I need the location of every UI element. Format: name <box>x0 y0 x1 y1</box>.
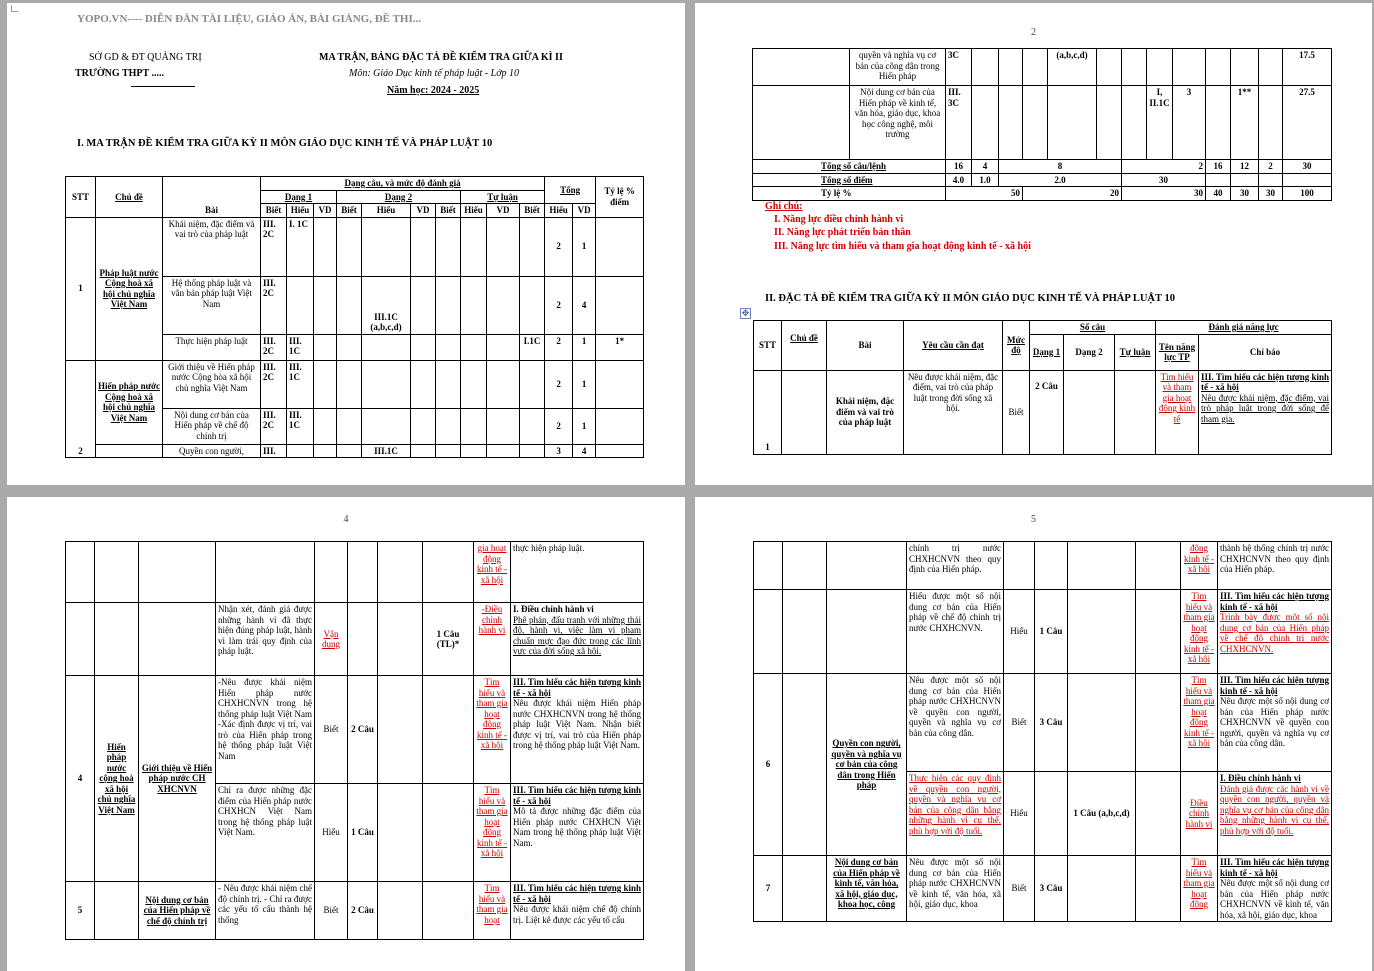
cell: Hệ thống pháp luật và văn bản pháp luật Việt Nam <box>163 276 261 334</box>
indicator-title: III. Tìm hiểu các hiện tượng kinh tế - xã hội <box>513 883 641 904</box>
cell <box>1218 590 1332 674</box>
cell: Hiến pháp nước Cộng hoà xã hội chủ nghĩa Việt Nam <box>96 360 163 444</box>
cell: 50 <box>946 187 1023 201</box>
indicator-text: Nêu được một số nội dung cơ bản của Hiến pháp nước CHXHCNVN về quyền con người, quyền và nghĩa vụ cơ bản của công dân. <box>1220 696 1329 748</box>
h-hieu: Hiểu <box>287 204 314 218</box>
cell: Tìm hiểu và tham gia hoạt động kinh tế - xã hội <box>474 676 511 784</box>
cell: 4 <box>573 276 596 334</box>
cell: Tìm hiểu và tham gia hoạt động kinh tế <box>1156 370 1199 454</box>
dept-name: SỞ GD & ĐT QUẢNG TRỊ <box>89 52 202 63</box>
cell: III. 1C <box>287 408 314 444</box>
cell: 3 <box>545 444 573 458</box>
cell: 1 <box>573 360 596 408</box>
cell: 1.0 <box>972 173 999 187</box>
cell: 17.5 <box>1283 49 1332 86</box>
cell: Vận dụng <box>315 603 348 676</box>
cell: Tìm hiểu và tham gia hoạt <box>474 882 511 940</box>
cell: Tổng số câu/lệnh <box>753 160 946 174</box>
cell: 12 <box>1231 160 1259 174</box>
doc-subject: Môn: Giáo Dục kinh tế pháp luật - Lớp 10 <box>349 68 520 79</box>
cell: Chỉ ra được những đặc điểm của Hiến pháp nước CHXHCN Việt Nam trong hệ thống pháp luật Việt Nam. <box>216 784 315 882</box>
cell: 3 <box>1173 86 1206 160</box>
cell: I, II.1C <box>1147 86 1173 160</box>
col-tyle: Tỷ lệ % điểm <box>596 177 644 218</box>
col-dang1: Dạng 1 <box>1030 334 1064 370</box>
cell: - Nêu được khái niệm chế độ chính trị. - Chỉ ra được các yếu tố cấu thành hệ thống <box>216 882 315 940</box>
cell: Tổng số điểm <box>753 173 946 187</box>
cell: Tỷ lệ % <box>753 187 946 201</box>
note-item: I. Năng lực điều chỉnh hành vi <box>774 214 904 225</box>
col-dang2: Dạng 2 <box>1064 334 1115 370</box>
cell: 4 <box>66 676 95 882</box>
cell: III.1C <box>362 444 411 458</box>
cell: -Điều chỉnh hành vi <box>474 603 511 676</box>
indicator-title: III. Tìm hiểu các hiện tượng kinh tế - xã hội <box>1220 675 1329 696</box>
cell: động kinh tế - xã hội <box>1181 542 1218 590</box>
indicator-text: Nêu được khái niệm Hiến pháp nước CHXHCNVN trong hệ thống pháp luật Việt Nam. Nhận biết được vị trí, vai trò của Hiến pháp trong hệ thống pháp luật Việt Nam. <box>513 698 641 750</box>
indicator-title: III. Tìm hiểu các hiện tượng kinh tế - xã hội <box>1220 591 1329 612</box>
note-item: II. Năng lực phát triển bản thân <box>774 227 911 238</box>
page-number: 5 <box>1031 514 1036 525</box>
cell: 2 <box>545 408 573 444</box>
school-name: TRƯỜNG THPT ..... <box>75 68 164 79</box>
cell: Hiểu <box>1004 590 1035 674</box>
indicator-text: Mô tả được những đặc điểm của Hiến pháp nước CHXHCN Việt Nam trong hệ thống pháp luật Việt Nam. <box>513 806 641 848</box>
col-bai: Bài <box>827 321 904 371</box>
cell <box>1199 370 1332 454</box>
page-number: 2 <box>1031 27 1036 38</box>
table-row <box>66 882 644 940</box>
section-1-title: I. MA TRẬN ĐỀ KIỂM TRA GIỮA KỲ II MÔN GIÁO DỤC KINH TẾ VÀ PHÁP LUẬT 10 <box>77 138 493 149</box>
cell: Tìm hiểu và tham gia hoạt động kinh tế - xã hội <box>1181 590 1218 674</box>
cell: Nội dung cơ bản của Hiến pháp về kinh tế, văn hóa, giáo dục, khoa học công nghệ, môi trường <box>850 86 946 160</box>
cell: 3C <box>946 49 972 86</box>
h-biet: Biết <box>261 204 287 218</box>
cell: 1 <box>573 217 596 276</box>
table-move-handle-icon[interactable]: ✥ <box>741 308 750 318</box>
cell: I. 1C <box>287 217 314 276</box>
h-hieu: Hiểu <box>362 204 411 218</box>
col-stt: STT <box>754 321 782 371</box>
indicator-title: III. Tìm hiểu các hiện tượng kinh tế - xã hội <box>1201 371 1330 392</box>
cell: Nêu được một số nội dung cơ bản của Hiến pháp nước CHXHCNVN về kinh tế, văn hóa, xã hội, giáo dục, khoa <box>907 856 1004 922</box>
col-dang: Dạng câu, và mức độ đánh giá <box>261 177 545 191</box>
cell <box>1218 856 1332 922</box>
cell: 2 <box>1122 160 1206 174</box>
page-2 <box>695 3 1372 485</box>
h-biet: Biết <box>337 204 362 218</box>
cell <box>511 784 644 882</box>
cell: -Nêu được khái niệm Hiến pháp nước CHXHCNVN trong hệ thống pháp luật Việt Nam -Xác định được vị trí, vai trò của Hiến pháp trong hệ thống pháp luật Việt Nam <box>216 676 315 784</box>
cell: 1 <box>573 334 596 360</box>
cell: 1 <box>754 370 782 454</box>
cell: 1 Câu (a,b,c,d) <box>1068 772 1136 856</box>
cell: Nêu được khái niệm, đặc điểm, vai trò của pháp luật trong đời sống xã hội. <box>904 370 1003 454</box>
section-2-title: II. ĐẶC TẢ ĐỀ KIỂM TRA GIỮA KỲ II MÔN GIÁO DỤC KINH TẾ VÀ PHÁP LUẬT 10 <box>765 293 1175 304</box>
cell: thực hiện pháp luật. <box>511 542 644 603</box>
cell: 16 <box>946 160 972 174</box>
watermark: YOPO.VN---- DIỄN ĐÀN TÀI LIỆU, GIÁO ÁN, BÀI GIẢNG, ĐỀ THI... <box>77 13 421 25</box>
col-chude: Chủ đề <box>96 177 163 218</box>
cell: 30 <box>1122 187 1206 201</box>
cell: Nội dung cơ bản của Hiến pháp về kinh tế, văn hóa, xã hội, giáo dục, khoa học, công <box>827 856 907 922</box>
cell: 2 Câu <box>348 676 378 784</box>
table-row <box>754 590 1332 674</box>
cell: 1 Câu (TL)* <box>423 603 474 676</box>
cell: III. 1C <box>287 360 314 408</box>
cell: thành hệ thống chính trị nước CHXHCNVN theo quy định của Hiến pháp. <box>1218 542 1332 590</box>
cell: 2 <box>1259 160 1283 174</box>
cell: I.1C <box>520 334 545 360</box>
page-4 <box>695 497 1372 971</box>
cell <box>511 676 644 784</box>
cell: III.1C (a,b,c,d) <box>362 276 411 334</box>
indicator-text: Phê phán, đấu tranh với những thái độ, hành vi, việc làm vi phạm chuẩn mực đạo đức trong các lĩnh vực của đời sống xã hội. <box>513 614 641 656</box>
cell: III. 2C <box>261 217 287 276</box>
h-vd: VD <box>411 204 436 218</box>
cell: (a,b,c,d) <box>1048 49 1097 86</box>
cell: 20 <box>1023 187 1122 201</box>
doc-year: Năm học: 2024 - 2025 <box>387 85 480 96</box>
cell: Biết <box>1004 856 1035 922</box>
cell: III. 2C <box>261 408 287 444</box>
table-row <box>753 86 1332 160</box>
table-row <box>753 49 1332 86</box>
cell: Nội dung cơ bản của Hiến pháp về chế độ chính trị <box>163 408 261 444</box>
cell: 2 <box>545 334 573 360</box>
page-number: 4 <box>343 514 349 525</box>
cell: 1 <box>573 408 596 444</box>
table-row <box>66 360 644 408</box>
cell <box>511 603 644 676</box>
cell: III. 2C <box>261 360 287 408</box>
cell: Giới thiệu về Hiến pháp nước Cộng hòa xã hội chủ nghĩa Việt Nam <box>163 360 261 408</box>
notes-title: Ghi chú: <box>765 201 803 212</box>
cell: 5 <box>66 882 95 940</box>
col-tong: Tổng <box>545 177 596 204</box>
cell: Pháp luật nước Cộng hoà xã hội chủ nghĩa Việt Nam <box>96 217 163 360</box>
cell: Nội dung cơ bản của Hiến pháp về chế độ chính trị <box>139 882 216 940</box>
cell: III. 2C <box>261 334 287 360</box>
indicator-text: Đánh giá được các hành vi về quyền con người, quyền và nghĩa vụ cơ bản của công dân bằng những hành vi cụ thể, phù hợp với độ tuổi. <box>1220 783 1329 836</box>
col-mucdo: Mức độ <box>1003 321 1030 371</box>
cell: 7 <box>754 856 783 922</box>
cell: Quyền con người, <box>163 444 261 458</box>
cell: 30 <box>1259 187 1283 201</box>
cell: Biết <box>315 676 348 784</box>
col-stt: STT <box>66 177 96 218</box>
indicator-title: III. Tìm hiểu các hiện tượng kinh tế - xã hội <box>513 785 641 806</box>
cell: 30 <box>1283 160 1332 174</box>
cell: Tìm hiểu và tham gia hoạt động <box>1181 856 1218 922</box>
cell <box>1218 772 1332 856</box>
cell: 2 <box>545 276 573 334</box>
cell: III. 3C <box>946 86 972 160</box>
col-yc: Yêu cầu cần đạt <box>904 321 1003 371</box>
cell: 2.0 <box>999 173 1122 187</box>
cell: Thực hiện các quy định về quyền con người, quyền và nghĩa vụ cơ bản của công dân bằng những hành vi cụ thể, phù hợp với độ tuổi. <box>907 772 1004 856</box>
indicator-text: Nêu được khái niệm chế độ chính trị. Liệt kê được các yếu tố cấu <box>513 904 641 925</box>
cell: 2 <box>545 217 573 276</box>
cell: Hiểu <box>315 784 348 882</box>
cell: 30 <box>1231 187 1259 201</box>
cell: Biết <box>1004 674 1035 772</box>
cell: 1 Câu <box>1035 590 1068 674</box>
h-hieu: Hiểu <box>461 204 487 218</box>
cell: Biết <box>1003 370 1030 454</box>
cell: III. 1C <box>287 334 314 360</box>
page-3 <box>7 497 685 971</box>
col-socau: Số câu <box>1030 321 1156 335</box>
cell: Biết <box>315 882 348 940</box>
cell: 8 <box>999 160 1122 174</box>
h-vd: VD <box>314 204 337 218</box>
sum-row <box>753 173 1332 187</box>
spec-table <box>753 320 1332 455</box>
table-row <box>754 370 1332 454</box>
table-row <box>66 217 644 276</box>
cell: 2 Câu <box>348 882 378 940</box>
cell: Điều chỉnh hành vi <box>1181 772 1218 856</box>
cell: Nhận xét, đánh giá được những hành vi đã thực hiện đúng pháp luật, hành vi làm trái quy định của pháp luật. <box>216 603 315 676</box>
cell: 30 <box>1122 173 1206 187</box>
divider <box>131 86 195 87</box>
cell: Tìm hiểu và tham gia hoạt động kinh tế - xã hội <box>474 784 511 882</box>
table-row <box>66 444 644 458</box>
cell: Thực hiện pháp luật <box>163 334 261 360</box>
cell: 100 <box>1283 187 1332 201</box>
cell: 40 <box>1206 187 1231 201</box>
cell: Hiểu được một số nội dung cơ bản của Hiến pháp về chế độ chính trị nước CHXHCNVN. <box>907 590 1004 674</box>
indicator-text: Nêu được khái niệm, đặc điểm, vai trò pháp luật trong đời sống để tham gia. <box>1201 392 1330 424</box>
h-vd: VD <box>487 204 520 218</box>
h-vd: VD <box>573 204 596 218</box>
indicator-title: I. Điều chỉnh hành vi <box>513 604 594 614</box>
cell: chính trị nước CHXHCNVN theo quy định của Hiến pháp. <box>907 542 1004 590</box>
cell: 3 Câu <box>1035 674 1068 772</box>
cell: 4 <box>972 160 999 174</box>
col-dgnl: Đánh giá năng lực <box>1156 321 1332 335</box>
cell: Hiến pháp nước cộng hoà xã hội chủ nghĩa Việt Nam <box>95 676 139 882</box>
table-row <box>754 542 1332 590</box>
cell: 2 Câu <box>1030 370 1064 454</box>
cell: Giới thiệu về Hiến pháp nước CH XHCNVN <box>139 676 216 882</box>
indicator-text: Nêu được một số nội dung cơ bản của Hiến pháp nước CHXHCNVN về kinh tế, văn hóa, xã hội, giáo dục, khoa <box>1220 878 1329 920</box>
matrix-table-cont <box>752 48 1332 201</box>
cell: 1** <box>1231 86 1259 160</box>
spec-table-cont <box>65 541 644 940</box>
table-row <box>754 674 1332 772</box>
col-chude: Chủ đề <box>782 321 827 371</box>
cell: Hiểu <box>1004 772 1035 856</box>
cell: 3 Câu <box>1035 856 1068 922</box>
sum-row <box>753 187 1332 201</box>
matrix-table <box>65 176 644 458</box>
cell: quyền và nghĩa vụ cơ bản của công dân trong Hiến pháp <box>850 49 946 86</box>
cell: 1 <box>66 217 96 360</box>
cell: Tìm hiểu và tham gia hoạt động kinh tế - xã hội <box>1181 674 1218 772</box>
col-bai: Bài <box>163 177 261 218</box>
table-row <box>66 676 644 784</box>
indicator-title: I. Điều chỉnh hành vi <box>1220 773 1301 783</box>
cell: 2 <box>66 360 96 458</box>
indicator-title: III. Tìm hiểu các hiện tượng kinh tế - xã hội <box>1220 857 1329 878</box>
table-row <box>66 542 644 603</box>
col-tuluan: Tự luận <box>461 190 545 204</box>
indicator-text: Trình bày được một số nội dung cơ bản của Hiến pháp về chế độ chính trị nước CHXHCNVN. <box>1220 612 1329 654</box>
page-1 <box>7 3 685 485</box>
cell: 16 <box>1206 160 1231 174</box>
col-dang2: Dạng 2 <box>337 190 461 204</box>
cell: III. 2C <box>261 276 287 334</box>
col-tennl: Tên năng lực TP <box>1156 334 1199 370</box>
note-item: III. Năng lực tìm hiểu và tham gia hoạt động kinh tế - xã hội <box>774 241 1031 252</box>
cell: 4.0 <box>946 173 972 187</box>
indicator-title: III. Tìm hiểu các hiện tượng kinh tế - xã hội <box>513 677 641 698</box>
cell <box>1218 674 1332 772</box>
h-hieu: Hiểu <box>545 204 573 218</box>
cell: 27.5 <box>1283 86 1332 160</box>
cell: Nêu được một số nội dung cơ bản của Hiến pháp nước CHXHCNVN về quyền con người, quyền và nghĩa vụ cơ bản của công dân. <box>907 674 1004 772</box>
cell <box>511 882 644 940</box>
col-dang1: Dạng 1 <box>261 190 337 204</box>
cell: gia hoạt động kinh tế - xã hội <box>474 542 511 603</box>
h-biet: Biết <box>520 204 545 218</box>
cell: 6 <box>754 674 783 856</box>
cell: Khái niệm, đặc điểm và vai trò của pháp luật <box>163 217 261 276</box>
doc-title: MA TRẬN, BẢNG ĐẶC TẢ ĐỀ KIỂM TRA GIỮA KÌ II <box>319 52 563 63</box>
cell: 1 Câu <box>348 784 378 882</box>
col-chibao: Chỉ báo <box>1199 334 1332 370</box>
cell: Khái niệm, đặc điểm và vai trò của pháp luật <box>827 370 904 454</box>
table-row <box>754 856 1332 922</box>
cell: III. <box>261 444 287 458</box>
cell: 1* <box>596 334 644 360</box>
h-biet: Biết <box>436 204 461 218</box>
col-tuluan: Tự luận <box>1115 334 1156 370</box>
spec-table-cont <box>753 541 1332 922</box>
cell: 2 <box>545 360 573 408</box>
sum-row <box>753 160 1332 174</box>
table-row <box>66 603 644 676</box>
cell: 4 <box>573 444 596 458</box>
cell: Quyền con người, quyền và nghĩa vụ cơ bản của công dân trong Hiến pháp <box>827 674 907 856</box>
